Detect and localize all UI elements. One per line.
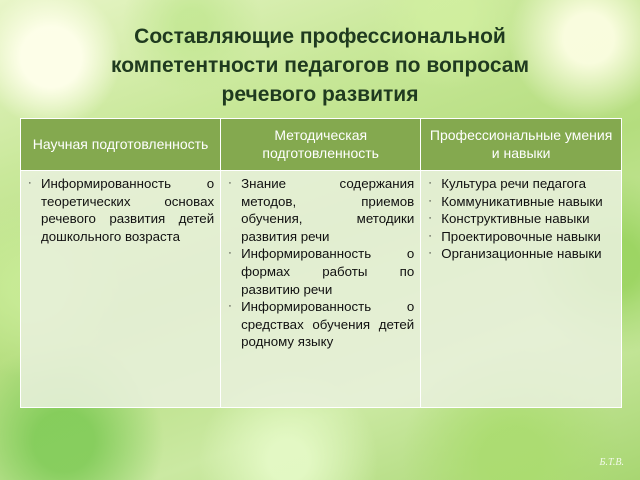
bullet-icon: · <box>428 247 432 260</box>
competence-table <box>20 118 622 408</box>
bullet-icon: · <box>228 300 232 313</box>
table-row <box>21 171 622 408</box>
slide-title: Составляющие профессиональной компетентности педагогов по вопросам речевого развития <box>110 25 529 106</box>
bullet-icon: · <box>228 247 232 260</box>
list-item: · Информированность о теоретических основах речевого развития детей дошкольного возраста <box>28 176 215 244</box>
bullet-icon: · <box>428 229 432 242</box>
methodological-list <box>225 175 414 351</box>
bullet-icon: · <box>28 177 32 189</box>
list-item: · Информированность о средствах обучения детей родному языку <box>228 299 415 350</box>
column-skills-cell <box>421 171 622 408</box>
list-item: · Культура речи педагога <box>428 176 586 191</box>
table-header-row <box>21 119 622 171</box>
skills-list <box>425 175 615 263</box>
author-signature: Б.Т.В. <box>599 457 624 468</box>
column-methodological-cell <box>221 171 421 408</box>
scientific-list <box>25 175 214 245</box>
column-scientific-cell <box>21 171 221 408</box>
bullet-icon: · <box>428 177 432 189</box>
list-item: · Информированность о формах работы по развитию речи <box>228 246 415 297</box>
list-item: · Конструктивные навыки <box>428 211 590 227</box>
header-professional-skills: Профессиональные умения и навыки <box>421 119 622 171</box>
bullet-icon: · <box>228 177 232 189</box>
header-methodological-preparedness: Методическая подготовленность <box>221 119 421 171</box>
list-item: · Коммуникативные навыки <box>428 193 603 209</box>
header-scientific-preparedness: Научная подготовленность <box>21 119 221 171</box>
bullet-icon: · <box>428 194 432 207</box>
bullet-icon: · <box>428 212 432 225</box>
list-item: · Проектировочные навыки <box>428 228 601 244</box>
list-item: · Организационные навыки <box>428 246 602 262</box>
list-item: · Знание содержания методов, приемов обучения, методики развития речи <box>228 176 415 244</box>
